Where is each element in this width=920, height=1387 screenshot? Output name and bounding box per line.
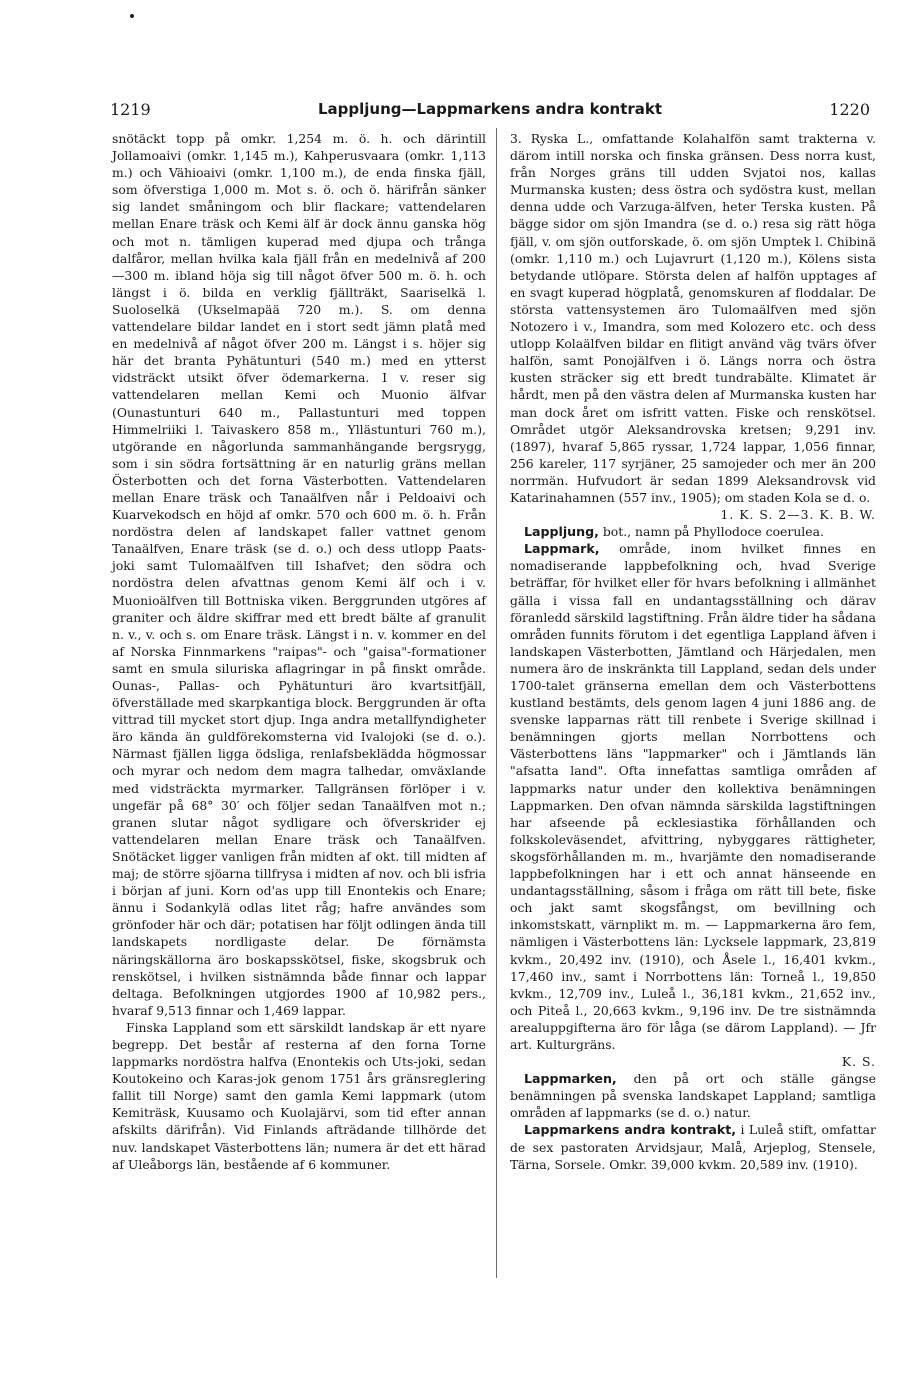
- entry-lappljung: [510, 523, 876, 540]
- entry-lappmarken-body: den på ort och ställe gängse benämningen på svenska landskapet Lappland; samtliga områden af lappmarks (se d. o.) natur.: [510, 1071, 876, 1121]
- entry-lappmark-body: område, inom hvilket finnes en nomadiserande lappbefolkning och, hvad Sverige beträffar, för hvilket eller för hvars befolkning i allmänhet gälla i vissa fall en undantagsställning och därav föranledd särskild lagstiftning. Från äldre tider ha sådana områden funnits förutom i det egentliga Lappland äfven i landskapen Västerbotten, Jämtland och Härjedalen, men numera äro de inskränkta till Lappland, sedan dels under 1700-talet gränserna emellan dem och Västerbottens kustland bestämts, dels genom lagen 4 juni 1886 ang. de svenske lapparnas rätt till renbete i Sverige skillnad i benämningen gjorts mellan Norrbottens och Västerbottens läns "lappmarker" och i Jämtlands län "afsatta land". Ofta innefattas samtliga områden af lappmarks natur under den kollektiva benämningen Lappmarken. Den ofvan nämnda särskilda lagstiftningen har afseende på ecklesiastika förhållanden och folkskoleväsendet, afvittring, nybyggares rättigheter, skogsförhållanden m. m., hvarjämte den nomadiserande lappbefolkningen har i ett och annat hänseende en undantagsställning, såsom i fråga om rätt till bete, fiske och jakt samt skogsfångst, om bevillning och inkomstskatt, värnplikt m. m. — Lappmarkerna äro fem, nämligen i Västerbottens län: Lycksele lappmark, 23,819 kvkm., 20,492 inv. (1910), och Åsele l., 16,401 kvkm., 17,460 inv., samt i Norrbottens län: Torneå l., 19,850 kvkm., 12,709 inv., Luleå l., 36,181 kvkm., 21,652 inv., och Piteå l., 20,663 kvkm., 9,196 inv. De tre sistnämnda arealuppgifterna äro för låga (se därom Lappland). — Jfr art. Kulturgräns.: [510, 541, 876, 1052]
- column-divider: [496, 128, 497, 1278]
- entry-lappmark-headword: Lappmark,: [524, 541, 600, 557]
- left-paragraph-1: snötäckt topp på omkr. 1,254 m. ö. h. och därintill Jollamoaivi (omkr. 1,145 m.), Kahperusvaara (omkr. 1,113 m.) och Vähioaivi (omkr. 1,100 m.), de enda finska fjäll, som öfverstiga 1,000 m. Mot s. ö. och ö. härifrån sänker sig landet småningom och blir flackare; vattendelaren mellan Enare träsk och Kemi älf är dock ännu ganska hög och mot n. tämligen kuperad med djupa och trånga dalfåror, mellan hvilka kala fjäll från en medelnivå af 200 —300 m. ibland höja sig till något öfver 500 m. ö. h. och längst i ö. bilda en verklig fjällträkt, Saariselkä l. Suoloselkä (Ukselmapää 720 m.). S. om denna vattendelare bildar landet en i stort sedt jämn platå med en medelnivå af något öfver 200 m. Längst i s. höjer sig här det branta Pyhätunturi (540 m.) med en ytterst vidsträckt utsikt öfver ödemarkerna. I v. reser sig vattendelaren mellan Kemi och Muonio älfvar (Ounastunturi 640 m., Pallastunturi med toppen Himmelriiki l. Taivaskero 858 m., Yllästunturi 760 m.), utgörande en någorlunda sammanhängande bergsrygg, som i sin södra fortsättning är en naturlig gräns mellan Österbotten och det forna Västerbotten. Vattendelaren mellan Enare träsk och Tanaälfven når i Peldoaivi och Kuarvekodsch en höjd af omkr. 570 och 600 m. ö. h. Från nordöstra delen af landskapet faller vattnet genom Tanaälfven, Enare träsk (se d. o.) och dess utlopp Paats-joki samt Tulomaälfven till Ishafvet; den södra och nordöstra delen afvattnas genom Kemi älf och i v. Muonioälfven till Bottniska viken. Berggrunden utgöres af graniter och äldre skiffrar med ett bredt bälte af granulit n. v., v. och s. om Enare träsk. Längst i n. v. kommer en del af Norska Finnmarkens "raipas"- och "gaisa"-formationer samt en smula siluriska aflagringar in på finskt område. Ounas-, Pallas- och Pyhätunturi äro kvartsitfjäll, öfverställade med skarpkantiga block. Berggrunden är ofta vittrad till mycket stort djup. Inga andra metallfyndigheter äro kända än guldförekomsterna vid Ivalojoki (se d. o.). Närmast fjällen ligga ödsliga, renlafsbeklädda högmossar och myrar och nedom dem magra talhedar, omväxlande med vidsträckta myrmarker. Tallgränsen förlöper i v. ungefär på 68° 30′ och följer sedan Tanaälfven mot n.; granen slutar något sydligare och öfverskrider ej vattendelaren mellan Enare träsk och Tanaälfven. Snötäcket ligger vanligen från midten af okt. till midten af maj; de större sjöarna tillfrysa i midten af nov. och bli isfria i början af juni. Korn od'as upp till Enontekis och Enare; ännu i Sodankylä odlas litet råg; hafre användes som grönfoder här och där; potatisen har följt odlingen ända till landskapets nordligaste delar. De förnämsta näringskällorna äro boskapsskötsel, fiske, skogsbruk och renskötsel, i hvilken sistnämnda både finnar och lappar deltaga. Befolkningen utgjordes 1900 af 10,982 pers., hvaraf 9,513 finnar och 1,469 lappar.: [112, 131, 486, 1018]
- right-column: [510, 130, 876, 1173]
- signature-2: K. S.: [841, 1054, 876, 1070]
- entry-lappljung-headword: Lappljung,: [524, 524, 599, 540]
- entry-lappmarkens-andra-kontrakt-body: i Luleå stift, omfattar de sex pastoraten Arvidsjaur, Malå, Arjeplog, Stensele, Tärna, Sorsele. Omkr. 39,000 kvkm. 20,589 inv. (1910).: [510, 1122, 876, 1172]
- left-paragraph-2: Finska Lappland som ett särskildt landskap är ett nyare begrepp. Det består af resterna af den forna Torne lappmarks nordöstra halfva (Enontekis och Uts-joki, sedan Koutokeino och Karas-jok genom 1751 års gränsreglering fallit till Norge) samt den gamla Kemi lappmark (utom Kemiträsk, Kuusamo och Kuolajärvi, som tid efter annan afskilts därifrån). Vid Finlands afträdande tillhörde det nuv. landskapet Västerbottens län; numera är det ett härad af Uleåborgs län, bestående af 6 kommuner.: [112, 1019, 486, 1172]
- running-title: Lappljung—Lappmarkens andra kontrakt: [317, 100, 663, 118]
- stray-dot-mark: [130, 14, 134, 18]
- page-number-right: 1220: [829, 100, 870, 119]
- entry-lappmarken-headword: Lappmarken,: [524, 1071, 617, 1087]
- page-header: [110, 100, 870, 124]
- entry-lappmarken: [510, 1070, 876, 1121]
- page-number-left: 1219: [110, 100, 151, 119]
- right-paragraph-ryska: 3. Ryska L., omfattande Kolahalfön samt trakterna v. därom intill norska och finska gränsen. Dess norra kust, från Norges gräns till udden Svjatoi nos, kallas Murmanska kusten; dess östra och sydöstra kust, mellan denna udde och Varzuga-älfven, heter Terska kusten. På bägge sidor om sjön Imandra (se d. o.) resa sig rätt höga fjäll, v. om sjön outforskade, ö. om sjön Umptek l. Chibinä (omkr. 1,110 m.) och Lujavrurt (1,120 m.), Kölens sista betydande utlöpare. Största delen af halfön upptages af en svagt kuperad högplatå, genomskuren af floddalar. De största vattensystemen äro Tulomaälfven med sjön Notozero i v., Imandra, som med Kolozero etc. och dess utlopp Kolaälfven bildar en flitigt använd väg tvärs öfver halfön, samt Ponojälfven i ö. Längs norra och östra kusten sträcker sig ett bredt tundrabälte. Klimatet är hårdt, men på den västra delen af Murmanska kusten har man dock året om isfritt vatten. Fiske och renskötsel. Området utgör Aleksandrovska kretsen; 9,291 inv. (1897), hvaraf 5,865 ryssar, 1,724 lappar, 1,056 finnar, 256 kareler, 117 syrjäner, 25 samojeder och mer än 200 norrmän. Hufvudort är sedan 1899 Aleksandrovsk vid Katarinahamnen (557 inv., 1905); om staden Kola se d. o.: [510, 131, 876, 505]
- entry-lappmarkens-andra-kontrakt-headword: Lappmarkens andra kontrakt,: [524, 1122, 736, 1138]
- left-column: [112, 130, 486, 1173]
- entry-lappljung-body: bot., namn på Phyllodoce coerulea.: [602, 524, 824, 540]
- entry-lappmark: [510, 540, 876, 1053]
- entry-lappmarkens-andra-kontrakt: [510, 1121, 876, 1172]
- signature-1: 1. K. S. 2—3. K. B. W.: [720, 507, 876, 523]
